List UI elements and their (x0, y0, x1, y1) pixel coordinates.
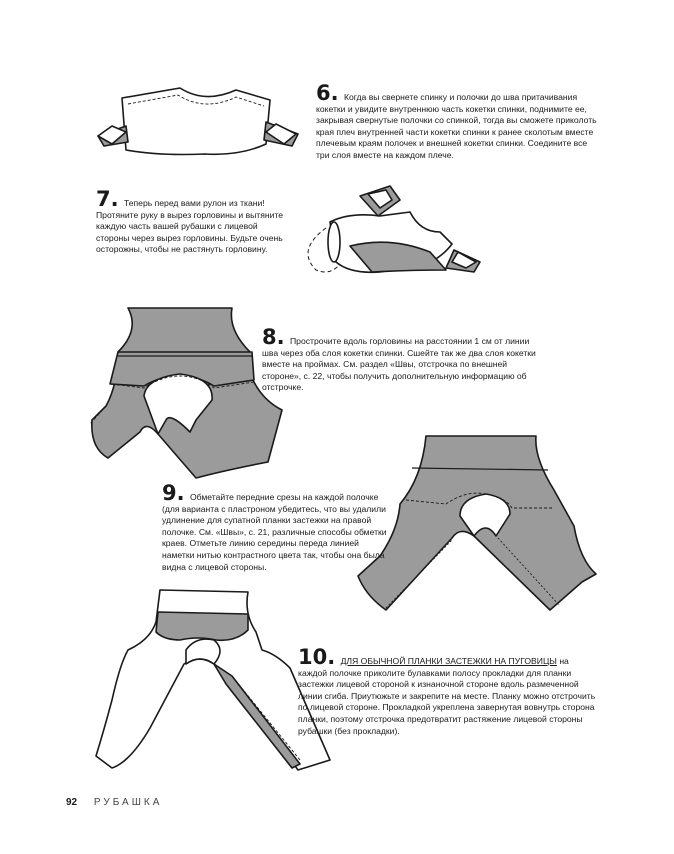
figure-step8-neckline-topstitch (90, 308, 282, 478)
step-7 (96, 187, 292, 256)
running-head: РУБАШКА (93, 797, 163, 808)
figure-step6-folded-yoke (98, 88, 298, 155)
step-10-text: на каждой полочке приколите булавками полосу прокладки для планки застежки лицевой стороной к изнаночной стороне вдоль размеченной линии сгиба. Приутюжьте и закрепите на месте. Планку можно отстрочить по лицевой стороне. Прокладкой укреплена завернутая вовнутрь сторона планки, поэтому отстрочка предотвратит растяжение лицевой стороны рубашки (без прокладки). (298, 656, 596, 736)
step-7-text: Теперь перед вами рулон из ткани! Протяните руку в вырез горловины и вытяните каждую часть вашей рубашки с лицевой стороны через вырез горловины. Будьте очень осторожны, чтобы не растянуть горловину. (96, 198, 284, 255)
figure-step9-overcast-fronts (358, 436, 596, 610)
step-6-number: 6. (316, 81, 339, 105)
figure-step7-roll (308, 186, 480, 272)
step-9 (162, 481, 392, 573)
step-8-number: 8. (262, 325, 285, 349)
step-6-text: Когда вы свернете спинку и полочки до шва притачивания кокетки и увидите внутреннюю часть кокетки спинки, поднимите ее, закрывая свернутые полочки со спинкой, тогда вы сможете приколоть края плеч внутренней части кокетки спинки к ранее сколотым вместе плечевым краям полочек и внешней кокетки спинки. Соедините все три слоя вместе на каждом плече. (316, 92, 597, 160)
step-9-text: Обметайте передние срезы на каждой полочке (для варианта с пластроном убедитесь, что вы удалили удлинение для супатной планки застежки на правой полочке. См. «Швы», с. 21, различные способы обметки краев. Отметьте линию середины переда линией наметки нитью контрастного цвета так, чтобы она была видна с лицевой стороны. (162, 492, 387, 572)
step-6 (316, 81, 598, 162)
figure-step10-interfacing (96, 590, 330, 770)
step-10 (298, 645, 600, 737)
page-footer (66, 797, 162, 808)
step-10-heading: ДЛЯ ОБЫЧНОЙ ПЛАНКИ ЗАСТЕЖКИ НА ПУГОВИЦЫ (340, 656, 557, 666)
step-9-number: 9. (162, 481, 185, 505)
page-number: 92 (66, 797, 78, 808)
step-10-number: 10. (298, 645, 336, 669)
step-7-number: 7. (96, 187, 119, 211)
step-8 (262, 325, 544, 394)
step-8-text: Прострочите вдоль горловины на расстоянии 1 см от линии шва через оба слоя кокетки спинки. Сшейте так же два слоя кокетки вместе на проймах. См. раздел «Швы, отстрочка по внешней стороне», с. 22, чтобы получить дополнительную информацию об отстрочке. (262, 336, 536, 393)
